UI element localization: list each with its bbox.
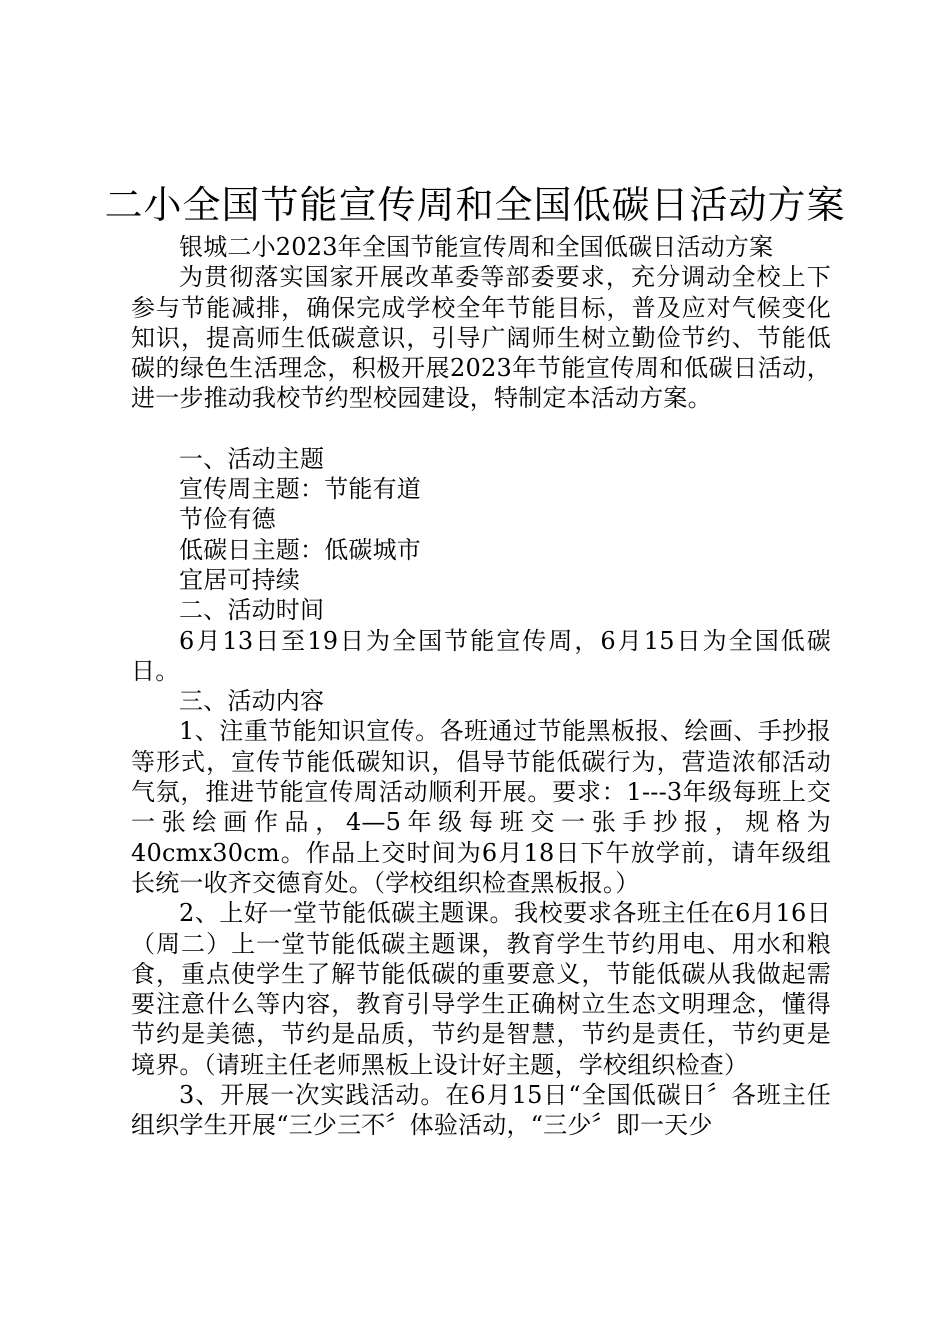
section-heading-time: 二、活动时间	[179, 596, 325, 625]
content-item-3: 3、开展一次实践活动。在6月15日“全国低碳日〞各班主任组织学生开展“三少三不〞体验活动，“三少〞即一天少	[131, 1081, 831, 1140]
theme-line: 宜居可持续	[179, 565, 300, 594]
document-title: 二小全国节能宣传周和全国低碳日活动方案	[104, 183, 846, 227]
theme-line: 节俭有德	[179, 505, 276, 534]
subtitle-paragraph: 银城二小2023年全国节能宣传周和全国低碳日活动方案	[179, 233, 774, 261]
paragraph-spacer	[131, 414, 831, 444]
document-body	[131, 232, 831, 1141]
section-heading-theme: 一、活动主题	[179, 444, 325, 473]
content-item-1: 1、注重节能知识宣传。各班通过节能黑板报、绘画、手抄报等形式，宣传节能低碳知识，倡导节能低碳行为，营造浓郁活动气氛，推进节能宣传周活动顺利开展。要求：1---3年级每班上交一张绘画作品，4—5年级每班交一张手抄报，规格为40cmx30cm。作品上交时间为6月18日下午放学前，请年级组长统一收齐交德育处。（学校组织检查黑板报。）	[131, 717, 831, 897]
intro-paragraph: 为贯彻落实国家开展改革委等部委要求，充分调动全校上下参与节能减排，确保完成学校全年节能目标，普及应对气候变化知识，提高师生低碳意识，引导广阔师生树立勤俭节约、节能低碳的绿色生活理念，积极开展2023年节能宣传周和低碳日活动，进一步推动我校节约型校园建设，特制定本活动方案。	[131, 263, 831, 413]
section-heading-content: 三、活动内容	[179, 687, 325, 716]
content-item-2: 2、上好一堂节能低碳主题课。我校要求各班主任在6月16日（周二）上一堂节能低碳主题课，教育学生节约用电、用水和粮食，重点使学生了解节能低碳的重要意义，节能低碳从我做起需要注意什么等内容，教育引导学生正确树立生态文明理念，懂得节约是美德，节约是品质，节约是智慧，节约是责任，节约更是境界。（请班主任老师黑板上设计好主题，学校组织检查）	[131, 899, 831, 1079]
time-paragraph: 6月13日至19日为全国节能宣传周，6月15日为全国低碳日。	[131, 626, 831, 685]
theme-line: 低碳日主题：低碳城市	[179, 535, 421, 564]
theme-line: 宣传周主题：节能有道	[179, 475, 421, 504]
